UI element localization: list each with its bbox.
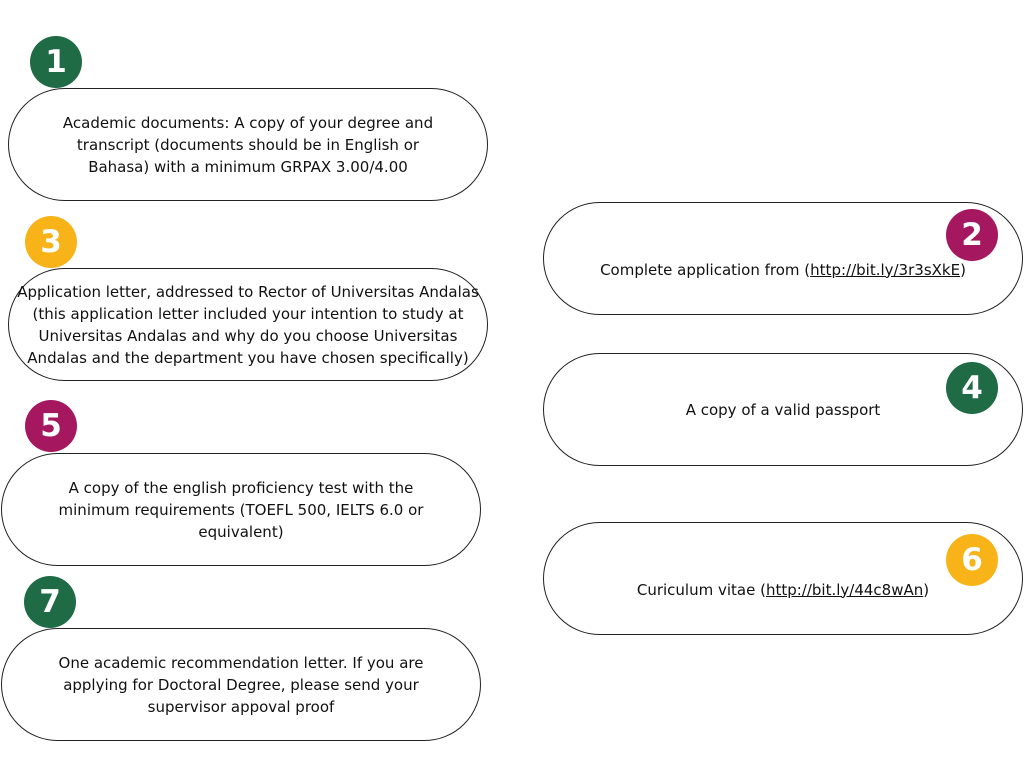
- requirement-box-7: [1, 628, 481, 741]
- application-form-link[interactable]: http://bit.ly/3r3sXkE: [810, 260, 961, 279]
- requirement-text-2: [600, 237, 966, 281]
- step-badge-3: 3: [25, 216, 77, 268]
- step-badge-2: 2: [946, 209, 998, 261]
- requirement-text-4: A copy of a valid passport: [685, 400, 881, 419]
- step-badge-5: 5: [25, 400, 77, 452]
- requirement-text-6-after: ): [923, 580, 930, 599]
- requirement-text-1: Academic documents: A copy of your degree and transcript (documents should be in English or Bahasa) with a minimum GRPAX 3.00/4.00: [62, 113, 434, 176]
- requirement-text-6: [637, 557, 929, 601]
- requirement-text-2-after: ): [960, 260, 966, 279]
- requirement-text-5: A copy of the english proficiency test with the minimum requirements (TOEFL 500, IELTS 6.0 or equivalent): [58, 478, 424, 541]
- step-badge-7: 7: [24, 576, 76, 628]
- requirement-box-4: [543, 353, 1023, 466]
- requirement-box-3: [8, 268, 488, 381]
- requirement-text-2-before: Complete application from (: [600, 260, 811, 279]
- step-badge-6: 6: [946, 534, 998, 586]
- requirement-box-5: [1, 453, 481, 566]
- requirement-text-3: Application letter, addressed to Rector of Universitas Andalas (this application letter included your intention to study at Universitas Andalas and why do you choose Universitas Andalas and the department you have chosen specifically): [17, 282, 479, 367]
- requirement-box-6: [543, 522, 1023, 635]
- step-badge-1: 1: [30, 36, 82, 88]
- curriculum-vitae-link[interactable]: http://bit.ly/44c8wAn: [765, 580, 924, 599]
- requirement-text-6-before: Curiculum vitae (: [636, 580, 766, 599]
- step-badge-4: 4: [946, 362, 998, 414]
- requirement-text-7: One academic recommendation letter. If you are applying for Doctoral Degree, please send your supervisor appoval proof: [58, 653, 424, 716]
- requirement-box-1: [8, 88, 488, 201]
